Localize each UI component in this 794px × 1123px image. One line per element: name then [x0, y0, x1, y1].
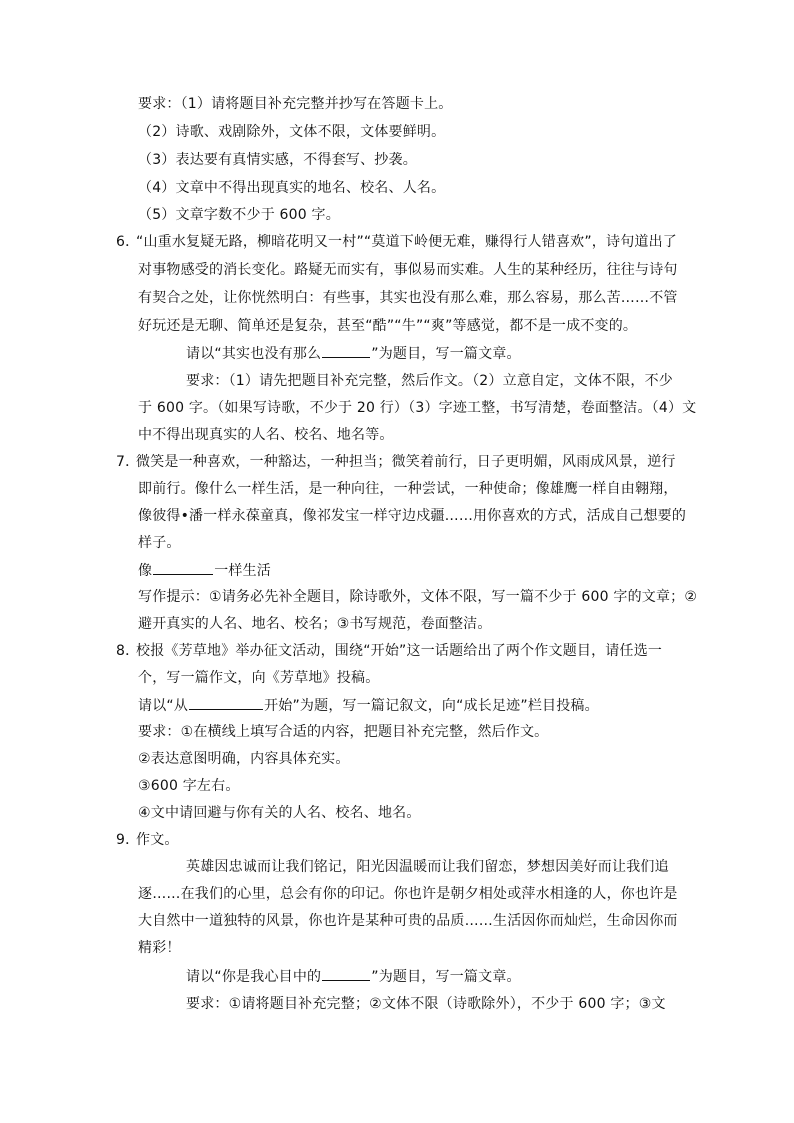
question-9-line-4: 精彩！: [138, 940, 181, 956]
question-6-requirement-2: 于 600 字。（如果写诗歌，不少于 20 行）（3）字迹工整，书写清楚，卷面整洁。（4）文: [138, 400, 697, 416]
req-line-5: （5）文章字数不少于 600 字。: [138, 207, 340, 223]
req-line-4: （4）文章中不得出现真实的地名、校名、人名。: [138, 180, 446, 196]
fill-blank: [153, 560, 213, 575]
question-8-line-2: 个，写一篇作文，向《芳草地》投稿。: [138, 670, 380, 686]
question-7-line-3: 像彼得•潘一样永葆童真，像祁发宝一样守边戍疆……用你喜欢的方式，活成自己想要的: [138, 508, 687, 524]
question-6-line-2: 对事物感受的消长变化。路疑无而实有，事似易而实难。人生的某种经历，往往与诗句: [138, 262, 678, 278]
question-6-prompt: 请以“其实也没有那么 ”为题目，写一篇文章。: [186, 343, 521, 364]
question-7-line-2: 即前行。像什么一样生活，是一种向往，一种尝试，一种使命；像雄鹰一样自由翱翔，: [138, 481, 678, 497]
fill-blank: [189, 695, 263, 710]
question-number-9: 9．: [116, 832, 140, 848]
question-6-line-3: 有契合之处，让你恍然明白：有些事，其实也没有那么难，那么容易，那么苦……不管: [138, 290, 678, 306]
question-7-prompt: 像 一样生活: [138, 560, 271, 581]
question-9-requirement: 要求：①请将题目补充完整；②文体不限（诗歌除外），不少于 600 字；③文: [186, 996, 666, 1012]
question-7-tip-2: 避开真实的人名、地名、校名；③书写规范，卷面整洁。: [138, 616, 492, 632]
question-number-8: 8．: [116, 643, 140, 659]
question-9-heading: 9．作文。: [116, 832, 179, 848]
question-8-line-1: 8．校报《芳草地》举办征文活动，围绕“开始”这一话题给出了两个作文题目，请任选一: [116, 643, 663, 659]
question-7-line-1: 7．微笑是一种喜欢，一种豁达，一种担当；微笑着前行，日子更明媚，风雨成风景，逆行: [116, 454, 676, 470]
question-6-requirement-1: 要求：（1）请先把题目补充完整，然后作文。（2）立意自定，文体不限，不少: [186, 373, 674, 389]
question-number-6: 6．: [116, 234, 140, 250]
question-6-requirement-3: 中不得出现真实的人名、校名、地名等。: [138, 427, 394, 443]
req-line-1: 要求：（1）请将题目补充完整并抄写在答题卡上。: [138, 96, 453, 112]
question-9-prompt: 请以“你是我心目中的 ”为题目，写一篇文章。: [186, 966, 521, 987]
question-8-prompt: 请以“从 开始”为题，写一篇记叙文，向“成长足迹”栏目投稿。: [138, 695, 599, 716]
req-line-2: （2）诗歌、戏剧除外，文体不限，文体要鲜明。: [138, 124, 446, 140]
req-line-3: （3）表达要有真情实感，不得套写、抄袭。: [138, 152, 417, 168]
fill-blank: [322, 343, 370, 358]
question-8-requirement-3: ③600 字左右。: [138, 778, 240, 794]
question-7-line-4: 样子。: [138, 535, 181, 551]
question-9-line-2: 逐……在我们的心里，总会有你的印记。你也许是朝夕相处或萍水相逢的人，你也许是: [138, 886, 678, 902]
question-8-requirement-4: ④文中请回避与你有关的人名、校名、地名。: [138, 805, 421, 821]
question-7-tip-1: 写作提示：①请务必先补全题目，除诗歌外，文体不限，写一篇不少于 600 字的文章；②: [138, 589, 698, 605]
question-number-7: 7．: [116, 454, 140, 470]
question-6-line-1: 6．“山重水复疑无路，柳暗花明又一村”“莫道下岭便无难，赚得行人错喜欢”，诗句道出了: [116, 234, 678, 250]
question-6-line-4: 好玩还是无聊、简单还是复杂，甚至“酷”“牛”“爽”等感觉，都不是一成不变的。: [138, 318, 638, 334]
question-8-requirement-2: ②表达意图明确，内容具体充实。: [138, 751, 350, 767]
fill-blank: [322, 966, 370, 981]
question-9-line-3: 大自然中一道独特的风景，你也许是某种可贵的品质……生活因你而灿烂，生命因你而: [138, 913, 678, 929]
question-9-line-1: 英雄因忠诚而让我们铭记，阳光因温暖而让我们留恋，梦想因美好而让我们追: [186, 859, 669, 875]
question-8-requirement-1: 要求：①在横线上填写合适的内容，把题目补充完整，然后作文。: [138, 724, 549, 740]
